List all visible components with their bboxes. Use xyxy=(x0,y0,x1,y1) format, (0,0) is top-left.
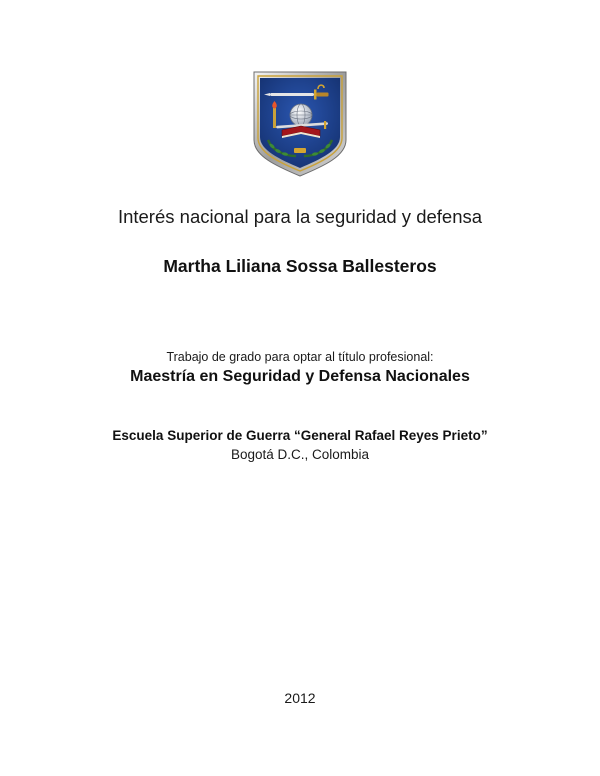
degree-title: Maestría en Seguridad y Defensa Nacionales xyxy=(130,368,470,385)
author-name: Martha Liliana Sossa Ballesteros xyxy=(163,256,437,276)
document-title: Interés nacional para la seguridad y defensa xyxy=(117,206,483,227)
city-line: Bogotá D.C., Colombia xyxy=(230,447,370,462)
shield-emblem-icon xyxy=(252,70,348,178)
purpose-line: Trabajo de grado para optar al título profesional: xyxy=(166,350,434,364)
year-line: 2012 xyxy=(284,690,316,706)
school-name: Escuela Superior de Guerra “General Rafael Reyes Prieto” xyxy=(112,428,488,443)
